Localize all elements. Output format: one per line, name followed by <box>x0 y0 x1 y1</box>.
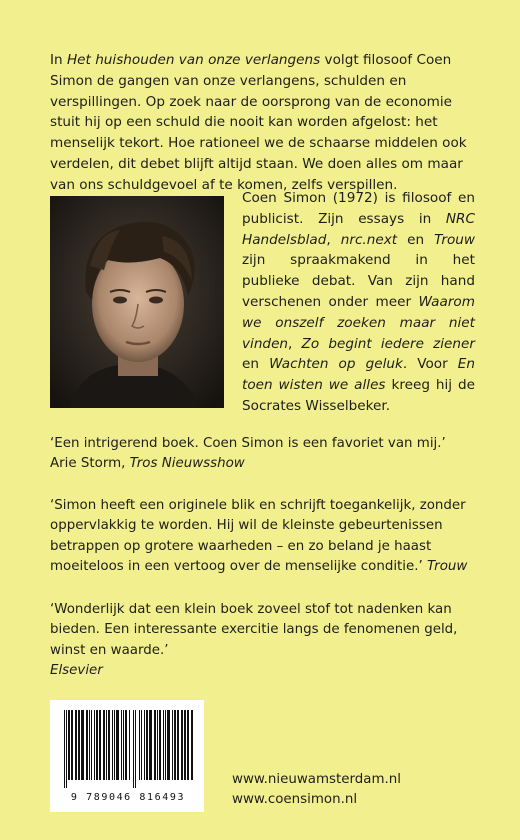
bio-book-4: En toen wisten we alles <box>242 356 475 394</box>
bio-text-2: en <box>397 231 435 248</box>
quote-source-outlet: Trouw <box>427 558 468 574</box>
barcode-bar <box>144 710 145 780</box>
website-link-author[interactable]: www.coensimon.nl <box>232 792 358 807</box>
bio-text-6: kreeg hij de Socrates Wisselbeker. <box>242 377 475 414</box>
barcode-bar <box>112 710 113 780</box>
barcode-bar <box>174 710 176 780</box>
quote-source-name: Arie Storm, <box>50 456 130 472</box>
quote-source-outlet: Tros Nieuwsshow <box>129 456 245 472</box>
bio-text-3: zijn spraakmakend in het publieke debat. Van zijn hand verschenen onder meer <box>242 252 475 310</box>
bio-book-1: Waarom we onszelf zoeken maar niet vinden <box>242 293 475 352</box>
barcode-bar <box>129 710 130 780</box>
barcode-bar <box>141 710 142 780</box>
barcode-bar <box>116 710 119 780</box>
review-quote-1 <box>50 434 480 475</box>
intro-text-start: In <box>50 52 67 68</box>
book-title: Het huishouden van onze verlangens <box>66 52 321 68</box>
barcode-bar <box>103 710 105 780</box>
barcode-bar <box>184 710 186 780</box>
barcode-bar <box>146 710 148 780</box>
barcode-bar <box>181 710 183 780</box>
author-bio <box>242 188 475 417</box>
review-quote-2 <box>50 496 480 577</box>
barcode-bar <box>91 710 92 780</box>
barcode-bars <box>62 710 194 788</box>
isbn-number: 9 789046 816493 <box>70 792 186 803</box>
barcode-bar <box>172 710 173 780</box>
website-link-publisher[interactable]: www.nieuwamsterdam.nl <box>232 772 401 787</box>
barcode-bar <box>78 710 80 780</box>
barcode-bar <box>159 710 161 780</box>
intro-text: volgt filosoof Coen Simon de gangen van onze verlangens, schulden en verspillingen. Op zoek naar de oorsprong van de economie stuit hij op een schuld die nooit kan worden afgelost: het menselijk tekort. Hoe rationeel we de schaarse middelen ook verdelen, dit debet blijft altijd staan. We doen alles om maar van ons schuldgevoel af te komen, zelfs verspillen. <box>50 52 467 193</box>
barcode-bar <box>167 710 170 780</box>
barcode-bar <box>154 710 156 780</box>
barcode-bar <box>165 710 166 780</box>
bio-text-5: . Voor <box>402 356 458 373</box>
barcode-bar <box>99 710 101 780</box>
bio-sep-2: , <box>288 335 302 352</box>
quote-source-outlet: Elsevier <box>50 662 103 678</box>
barcode-bar <box>75 710 77 780</box>
bio-text-1: Coen Simon (1972) is filosoof en publicist. Zijn essays in <box>242 190 475 227</box>
bio-nrcnext: nrc.next <box>340 231 398 248</box>
barcode-guard-bar <box>64 710 65 788</box>
bio-book-3: Wachten op geluk <box>269 356 403 373</box>
author-photo <box>50 196 224 408</box>
barcode-bar <box>163 710 164 780</box>
barcode-bar <box>149 710 152 780</box>
review-quote-3 <box>50 600 480 681</box>
barcode-bar <box>123 710 124 780</box>
intro-paragraph <box>50 50 474 196</box>
author-portrait-image <box>50 196 224 408</box>
barcode <box>50 700 204 812</box>
barcode-guard-bar <box>133 710 134 788</box>
barcode-bar <box>89 710 90 780</box>
bio-book-2: Zo begint iedere ziener <box>301 335 475 352</box>
quote-text: ‘Simon heeft een originele blik en schrijft toegankelijk, zonder oppervlakkig te worden. Hij wil de kleinste gebeurtenissen betrappen op grotere waarheden – en zo beland je haast moeiteloos in een vertoog over de menselijke conditie.’ <box>50 498 466 574</box>
barcode-bar <box>139 710 140 780</box>
barcode-bar <box>106 710 107 780</box>
barcode-bar <box>187 710 189 780</box>
barcode-guard-bar <box>135 710 136 788</box>
quote-text: ‘Een intrigerend boek. Coen Simon is een favoriet van mij.’ <box>50 436 446 451</box>
barcode-bar <box>81 710 84 780</box>
barcode-bar <box>177 710 179 780</box>
barcode-guard-bar <box>66 710 67 788</box>
barcode-bar <box>191 710 193 780</box>
barcode-bar <box>94 710 95 780</box>
bio-trouw: Trouw <box>434 231 475 248</box>
barcode-bar <box>86 710 88 780</box>
quote-text: ‘Wonderlijk dat een klein boek zoveel stof tot nadenken kan bieden. Een interessante exercitie langs de fenomenen geld, winst en waarde.’ <box>50 602 458 658</box>
barcode-bar <box>108 710 110 780</box>
barcode-bar <box>121 710 122 780</box>
barcode-bar <box>114 710 115 780</box>
barcode-bar <box>157 710 158 780</box>
barcode-bar <box>125 710 127 780</box>
barcode-bar <box>71 710 73 780</box>
bio-nrc: NRC Handelsblad <box>242 210 475 248</box>
barcode-bar <box>96 710 98 780</box>
bio-text-4: en <box>242 356 270 373</box>
barcode-bar <box>68 710 70 780</box>
bio-sep-1: , <box>326 231 341 248</box>
